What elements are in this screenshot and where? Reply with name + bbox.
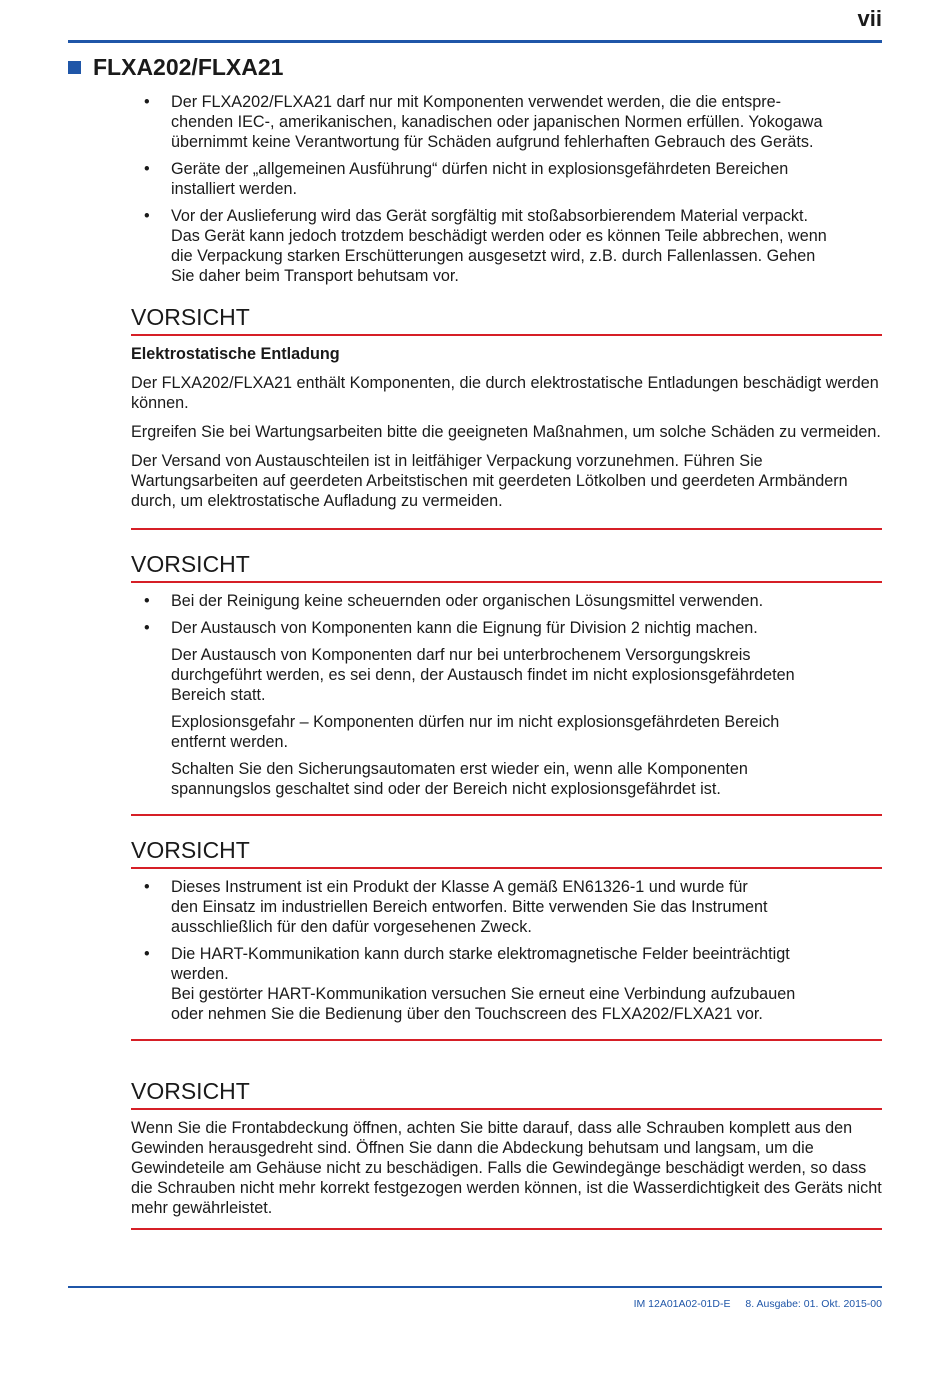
text-line: entfernt werden. — [171, 733, 288, 751]
text-line: Schalten Sie den Sicherungsautomaten erst wieder ein, wenn alle Komponenten — [171, 760, 748, 778]
square-bullet-icon — [68, 61, 81, 74]
bullet-icon: • — [144, 93, 150, 111]
caution-title: VORSICHT — [131, 836, 882, 869]
text-line: oder nehmen Sie die Bedienung über den Touchscreen des FLXA202/FLXA21 vor. — [171, 1005, 763, 1023]
text-line: Sie daher beim Transport behutsam vor. — [171, 267, 459, 285]
caution-box-esd — [131, 303, 882, 530]
list-item — [131, 206, 882, 286]
bullet-paragraph — [171, 712, 882, 752]
text-line: Der Austausch von Komponenten darf nur bei unterbrochenem Versorgungskreis — [171, 646, 751, 664]
caution-body — [131, 583, 882, 816]
caution-bullet-list — [131, 591, 882, 799]
text-line: chenden IEC-, amerikanischen, kanadischen oder japanischen Normen erfüllen. Yokogawa — [171, 113, 823, 131]
caution-box-cleaning — [131, 550, 882, 816]
text-line: Wartungsarbeiten auf geerdeten Arbeitstischen mit geerdeten Lötkolben und geerdeten — [131, 472, 755, 490]
caution-bullet-list — [131, 877, 882, 1024]
text-line: Wenn Sie die Frontabdeckung öffnen, achten Sie bitte darauf, dass alle Schrauben komplett aus — [131, 1119, 821, 1137]
text-line: durchgeführt werden, es sei denn, der Austausch findet im nicht explosionsgefährdeten — [171, 666, 795, 684]
bullet-paragraph — [171, 759, 882, 799]
page-number: vii — [857, 6, 882, 31]
bullet-paragraph — [171, 645, 882, 705]
bullet-icon: • — [144, 878, 150, 896]
text-line: vermeiden. — [800, 423, 881, 441]
text-line: die Verpackung starken Erschütterungen ausgesetzt wird, z.B. durch Fallenlassen. Gehen — [171, 247, 816, 265]
text-line: Bei gestörter HART-Kommunikation versuchen Sie erneut eine Verbindung aufzubauen — [171, 985, 796, 1003]
list-item — [131, 591, 882, 611]
text-line: Das Gerät kann jedoch trotzdem beschädigt werden oder es können Teile abbrechen, wenn — [171, 227, 827, 245]
text-line: Der Versand von Austauschteilen ist in leitfähiger Verpackung vorzunehmen. Führen Sie — [131, 452, 763, 470]
page-content — [131, 92, 882, 1230]
text-line: Ergreifen Sie bei Wartungsarbeiten bitte die geeigneten Maßnahmen, um solche Schäden zu — [131, 423, 797, 441]
text-line: werden, so dass die Schrauben nicht mehr korrekt festgezogen werden können, ist die — [131, 1159, 867, 1197]
caution-title: VORSICHT — [131, 303, 882, 336]
text-line: spannungslos geschaltet sind oder der Bereich nicht explosionsgefährdet ist. — [171, 780, 721, 798]
caution-title: VORSICHT — [131, 550, 882, 583]
text-line: ausschließlich für den dafür vorgesehenen Zweck. — [171, 918, 532, 936]
text-line: werden. — [171, 965, 229, 983]
document-id: IM 12A01A02-01D-E — [633, 1298, 731, 1310]
text-line: übernimmt keine Verantwortung für Schäden aufgrund fehlerhaften Gebrauch des Geräts. — [171, 133, 814, 151]
text-line: Dieses Instrument ist ein Produkt der Klasse A gemäß EN61326-1 und wurde für — [171, 878, 748, 896]
caution-title: VORSICHT — [131, 1077, 882, 1110]
bullet-icon: • — [144, 160, 150, 178]
edition-date: 8. Ausgabe: 01. Okt. 2015-00 — [745, 1298, 882, 1310]
caution-subheading: Elektrostatische Entladung — [131, 345, 340, 363]
text-line: den Einsatz im industriellen Bereich entworfen. Bitte verwenden Sie das Instrument — [171, 898, 768, 916]
caution-body — [131, 336, 882, 530]
caution-paragraph — [131, 1118, 882, 1218]
text-line: Armbändern durch, um elektrostatische Aufladung zu vermeiden. — [131, 472, 848, 510]
bullet-icon: • — [144, 619, 150, 637]
footer — [634, 1298, 882, 1310]
text-line: Explosionsgefahr – Komponenten dürfen nur im nicht explosionsgefährdeten Bereich — [171, 713, 780, 731]
caution-body — [131, 1110, 882, 1230]
list-item — [131, 159, 882, 199]
text-line: um die Gewindeteile am Gehäuse nicht zu beschädigen. Falls die Gewindegänge beschädigt — [131, 1139, 814, 1177]
text-line: Bei der Reinigung keine scheuernden oder organischen Lösungsmittel verwenden. — [171, 592, 764, 610]
text-line: Wasserdichtigkeit des Geräts nicht mehr gewährleistet. — [131, 1179, 882, 1217]
caution-box-emc — [131, 836, 882, 1041]
caution-paragraph — [131, 422, 882, 442]
list-item — [131, 877, 882, 937]
text-line: Die HART-Kommunikation kann durch starke elektromagnetische Felder beeinträchtigt — [171, 945, 790, 963]
text-line: Geräte der „allgemeinen Ausführung“ dürfen nicht in explosionsgefährdeten Bereichen — [171, 160, 789, 178]
text-line: Vor der Auslieferung wird das Gerät sorgfältig mit stoßabsorbierendem Material verpackt. — [171, 207, 808, 225]
list-item — [131, 944, 882, 1024]
bullet-paragraph — [171, 618, 882, 638]
text-line: den Gewinden herausgedreht sind. Öffnen Sie dann die Abdeckung behutsam und langsam, — [131, 1119, 853, 1157]
footer-rule — [68, 1286, 882, 1288]
text-line: installiert werden. — [171, 180, 297, 198]
bullet-icon: • — [144, 945, 150, 963]
caution-paragraph — [131, 373, 882, 413]
bullet-icon: • — [144, 207, 150, 225]
caution-paragraph — [131, 451, 882, 511]
text-line: werden können. — [131, 374, 879, 412]
section-heading — [68, 54, 283, 81]
bullet-icon: • — [144, 592, 150, 610]
text-line: Der Austausch von Komponenten kann die Eignung für Division 2 nichtig machen. — [171, 619, 758, 637]
intro-bullet-list — [131, 92, 882, 286]
caution-body — [131, 869, 882, 1041]
list-item — [131, 92, 882, 152]
list-item — [131, 618, 882, 799]
caution-box-front-cover — [131, 1077, 882, 1230]
header-rule — [68, 40, 882, 43]
text-line: Bereich statt. — [171, 686, 266, 704]
section-title: FLXA202/FLXA21 — [93, 54, 284, 80]
text-line: Der FLXA202/FLXA21 darf nur mit Komponenten verwendet werden, die die entspre- — [171, 93, 782, 111]
text-line: Der FLXA202/FLXA21 enthält Komponenten, die durch elektrostatische Entladungen beschädigt — [131, 374, 822, 392]
bullet-paragraph — [171, 591, 882, 611]
